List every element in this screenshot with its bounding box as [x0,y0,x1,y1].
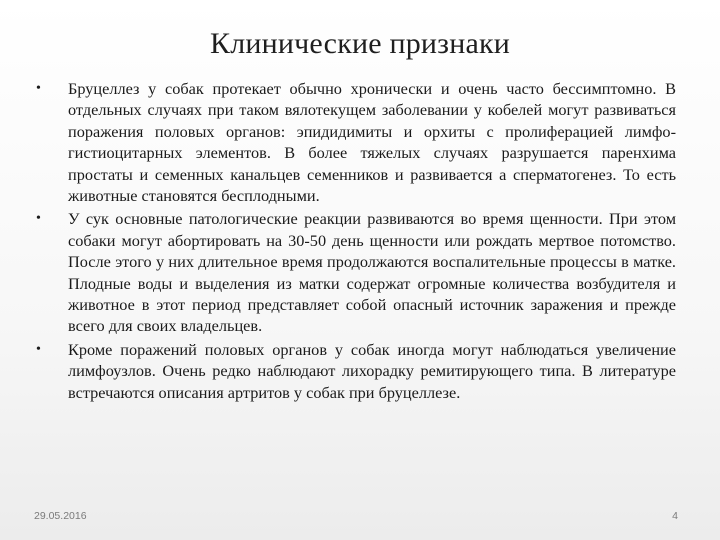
bullet-text-2: У сук основные патологические реакции развиваются во время щенности. При этом собаки могут абортировать на 30-50 день щенности или рождать мертвое потомство. После этого у них длительное время продолжаются воспалительные процессы в матке. Плодные воды и выделения из матки содержат огромные количества возбудителя и животное в этот период представляет собой опасный источник заражения и прежде всего для своих владельцев. [68,209,676,336]
bullet-item-3 [36,339,676,403]
page-number: 4 [672,510,678,522]
bullet-icon: • [36,81,41,96]
bullet-item-1 [36,78,676,206]
bullet-icon: • [36,211,41,227]
bullet-item-2 [36,208,676,336]
bullet-text-1: Бруцеллез у собак протекает обычно хронически и очень часто бессимптомно. В отдельных случаях при таком вялотекущем заболевании у кобелей могут развиваться поражения половых органов: эпидидимиты и орхиты с пролиферацией лимфо-гистиоцитарных элементов. В более тяжелых случаях разрушается паренхима простаты и семенных канальцев семенников и развивается а сперматогенез. То есть животные становятся бесплодными. [68,79,676,206]
bullet-icon: • [36,341,41,357]
footer-date: 29.05.2016 [34,510,87,522]
slide-title: Клинические признаки [209,27,510,60]
bullet-list [36,78,676,405]
bullet-text-3: Кроме поражений половых органов у собак иногда могут наблюдаться увеличение лимфоузлов. Очень редко наблюдают лихорадку ремитирующего типа. В литературе встречаются описания артритов у собак при бруцеллезе. [68,339,676,402]
